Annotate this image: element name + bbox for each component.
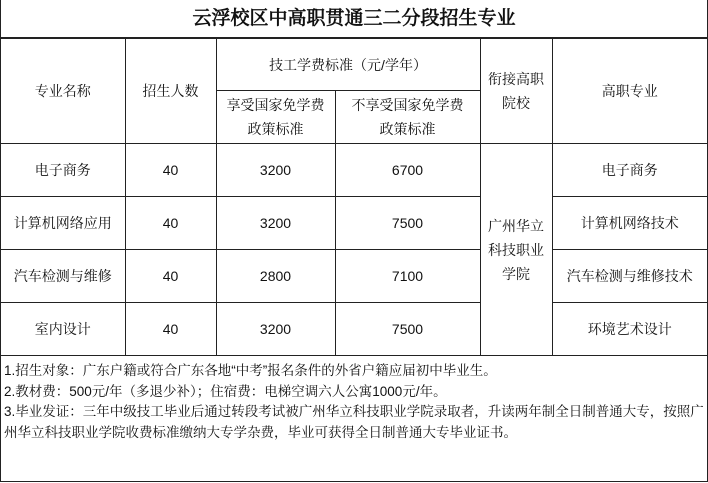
cell-enrollment: 40	[125, 250, 216, 303]
cell-major: 计算机网络应用	[1, 197, 125, 250]
page-title: 云浮校区中高职贯通三二分段招生专业	[1, 0, 707, 38]
cell-fee-free: 2800	[216, 250, 335, 303]
cell-enrollment: 40	[125, 144, 216, 197]
cell-college-major: 电子商务	[552, 144, 707, 197]
table-row	[1, 250, 707, 303]
cell-major: 室内设计	[1, 303, 125, 356]
cell-college-major: 环境艺术设计	[552, 303, 707, 356]
cell-fee-free: 3200	[216, 197, 335, 250]
cell-enrollment: 40	[125, 197, 216, 250]
header-major: 专业名称	[1, 39, 125, 144]
cell-college	[480, 144, 552, 356]
note-2: 2.教材费：500元/年（多退少补）；住宿费：电梯空调六人公寓1000元/年。	[4, 383, 447, 399]
cell-fee-free: 3200	[216, 144, 335, 197]
table-row	[1, 303, 707, 356]
header-enrollment: 招生人数	[125, 39, 216, 144]
cell-major: 电子商务	[1, 144, 125, 197]
table-row	[1, 197, 707, 250]
header-fee-free-text: 享受国家免学费政策标准	[226, 97, 325, 137]
header-fee-nonfree-text: 不享受国家免学费政策标准	[351, 97, 464, 137]
notes-section	[1, 356, 707, 443]
majors-table	[1, 38, 707, 356]
cell-fee-nonfree: 7100	[335, 250, 480, 303]
header-fee-free	[216, 91, 335, 144]
cell-major: 汽车检测与维修	[1, 250, 125, 303]
cell-fee-nonfree: 7500	[335, 197, 480, 250]
cell-college-major: 汽车检测与维修技术	[552, 250, 707, 303]
header-college-major: 高职专业	[552, 39, 707, 144]
note-1: 1.招生对象：广东户籍或符合广东各地“中考”报名条件的外省户籍应届初中毕业生。	[4, 363, 497, 378]
cell-fee-nonfree: 7500	[335, 303, 480, 356]
header-fee-group: 技工学费标准（元/学年）	[216, 39, 480, 91]
cell-college-text: 广州华立科技职业学院	[488, 217, 545, 282]
cell-fee-nonfree: 6700	[335, 144, 480, 197]
header-college-text: 衔接高职院校	[488, 71, 545, 111]
header-college	[480, 39, 552, 144]
table-row	[1, 144, 707, 197]
header-fee-nonfree	[335, 91, 480, 144]
cell-college-major: 计算机网络技术	[552, 197, 707, 250]
note-3: 3.毕业发证：三年中级技工毕业后通过转段考试被广州华立科技职业学院录取者，升读两年制全日制普通大专，按照广州华立科技职业学院收费标准缴纳大专学杂费，毕业可获得全日制普通大专毕业证书。	[4, 404, 704, 440]
cell-enrollment: 40	[125, 303, 216, 356]
cell-fee-free: 3200	[216, 303, 335, 356]
